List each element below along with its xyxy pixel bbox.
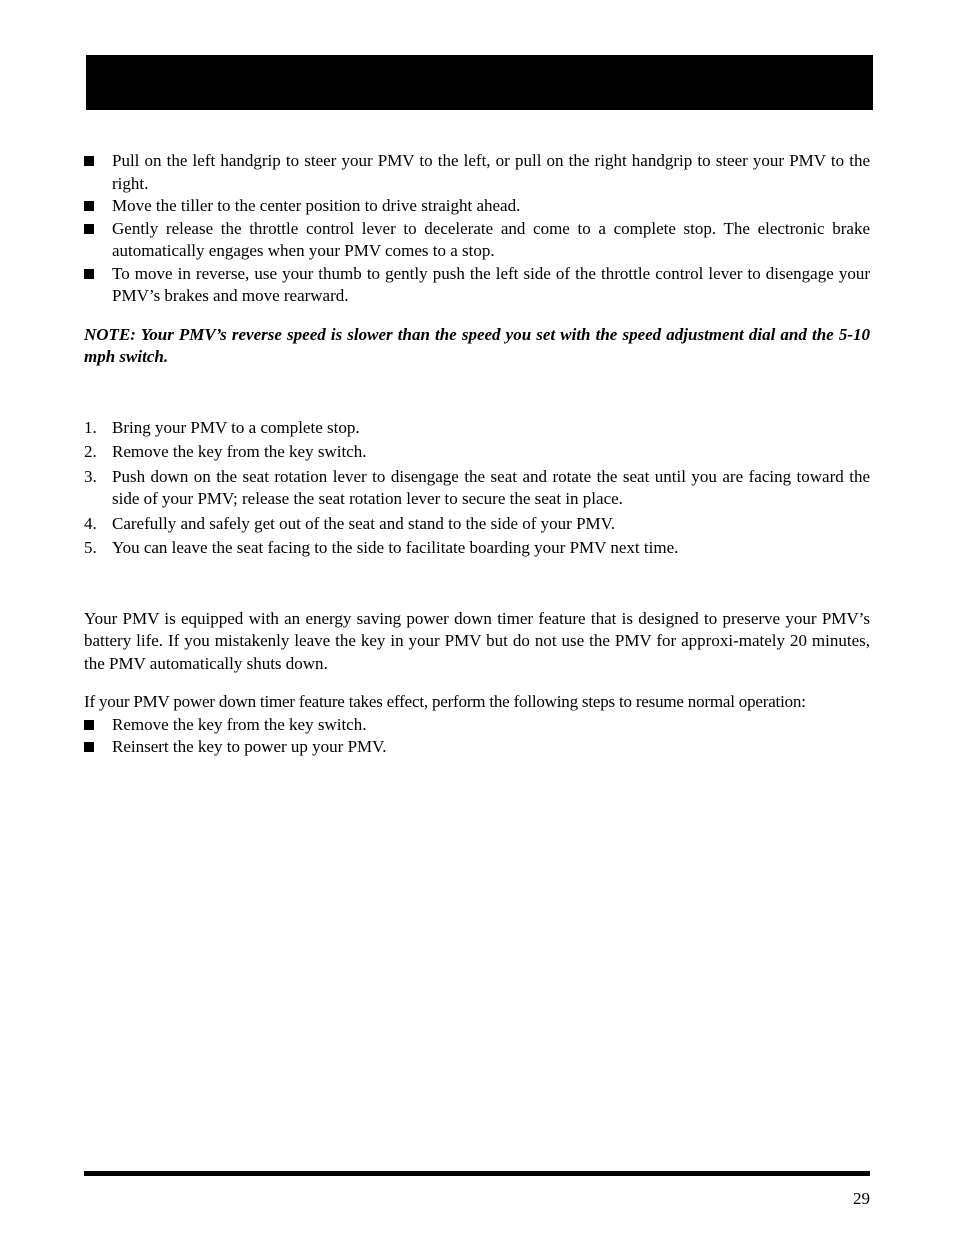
square-bullet-icon	[84, 156, 94, 166]
bullet-text: Reinsert the key to power up your PMV.	[112, 737, 387, 756]
steering-bullet-list	[84, 150, 870, 308]
list-item	[84, 195, 870, 218]
square-bullet-icon	[84, 201, 94, 211]
step-number: 1.	[84, 417, 97, 437]
page-number: 29	[853, 1189, 870, 1208]
step-text: You can leave the seat facing to the side to facilitate boarding your PMV next time.	[112, 538, 679, 557]
page-content	[84, 150, 870, 759]
resume-bullet-list	[84, 714, 870, 759]
square-bullet-icon	[84, 269, 94, 279]
bullet-text: Move the tiller to the center position to drive straight ahead.	[112, 196, 521, 215]
step-text: Carefully and safely get out of the seat and stand to the side of your PMV.	[112, 513, 615, 533]
list-item	[84, 513, 870, 536]
footer-rule	[84, 1171, 870, 1176]
list-item	[84, 537, 870, 560]
list-item	[84, 441, 870, 464]
step-number: 5.	[84, 538, 97, 557]
power-down-timer-paragraph: Your PMV is equipped with an energy saving power down timer feature that is designed to preserve your PMV’s battery life. If you mistakenly leave the key in your PMV but do not use the PMV for approxi-mately 20 minutes, the PMV automatically shuts down.	[84, 608, 870, 673]
header-bar	[86, 55, 873, 110]
step-text: Bring your PMV to a complete stop.	[112, 417, 360, 437]
step-number: 4.	[84, 513, 97, 533]
resume-intro-paragraph: If your PMV power down timer feature takes effect, perform the following steps to resume normal operation:	[84, 692, 806, 711]
list-item	[84, 263, 870, 308]
reverse-speed-note: NOTE: Your PMV’s reverse speed is slower than the speed you set with the speed adjustment dial and the 5-10 mph switch.	[84, 324, 870, 366]
bullet-text: Remove the key from the key switch.	[112, 714, 367, 734]
step-text: Push down on the seat rotation lever to disengage the seat and rotate the seat until you are facing toward the side of your PMV; release the seat rotation lever to secure the seat in place.	[112, 466, 870, 508]
bullet-text: Pull on the left handgrip to steer your PMV to the left, or pull on the right handgrip to steer your PMV to the right.	[112, 151, 870, 193]
list-item	[84, 417, 870, 440]
list-item	[84, 714, 870, 737]
bullet-text: Gently release the throttle control lever to decelerate and come to a complete stop. The electronic brake automatically engages when your PMV comes to a stop.	[112, 218, 870, 260]
exit-steps-list	[84, 417, 870, 560]
list-item	[84, 736, 870, 759]
square-bullet-icon	[84, 720, 94, 730]
step-number: 3.	[84, 466, 97, 486]
bullet-text: To move in reverse, use your thumb to gently push the left side of the throttle control lever to disengage your PMV’s brakes and move rearward.	[112, 263, 870, 305]
list-item	[84, 466, 870, 511]
step-number: 2.	[84, 442, 97, 461]
list-item	[84, 150, 870, 195]
list-item	[84, 218, 870, 263]
square-bullet-icon	[84, 742, 94, 752]
square-bullet-icon	[84, 224, 94, 234]
step-text: Remove the key from the key switch.	[112, 442, 367, 461]
